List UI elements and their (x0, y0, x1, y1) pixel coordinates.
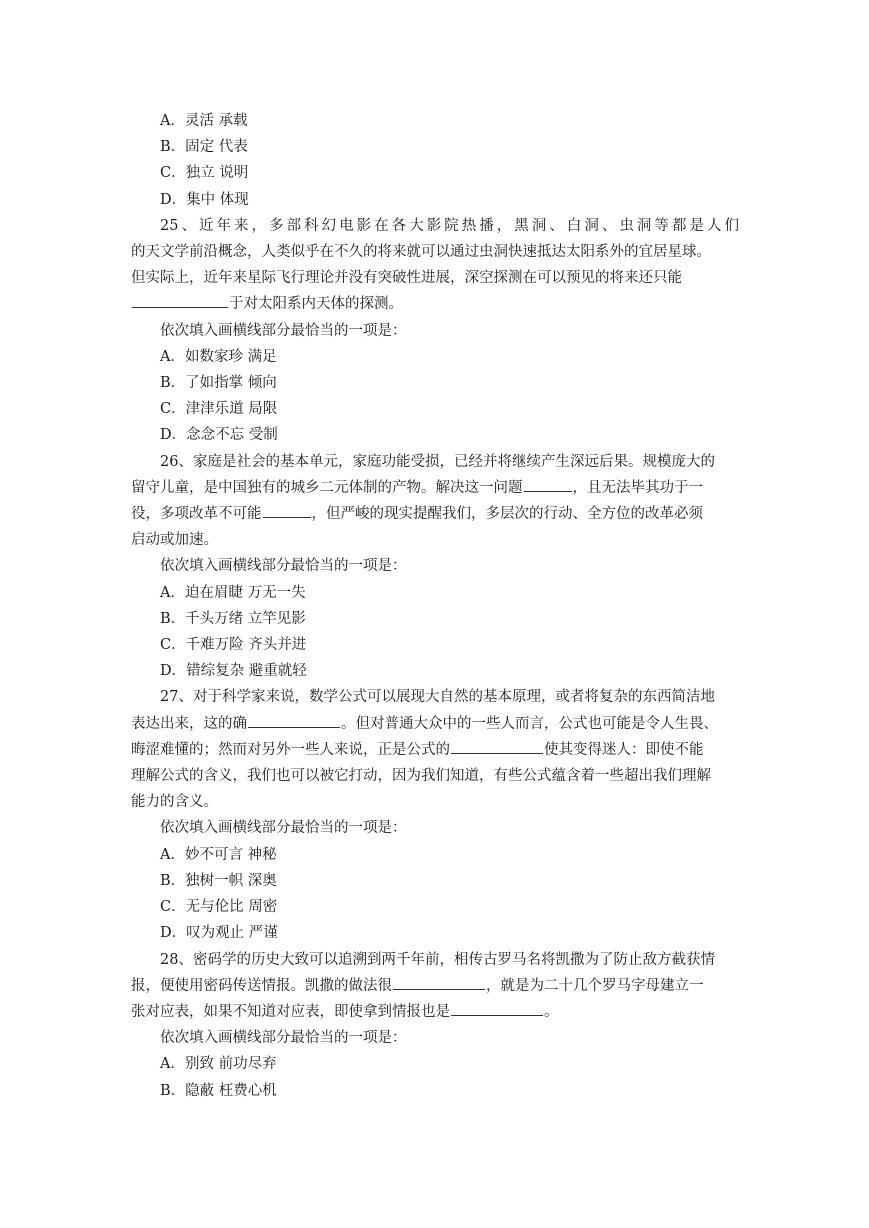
question-text-line: 启动或加速。 (131, 532, 218, 549)
question-text-line: 但实际上，近年来星际飞行理论并没有突破性进展，深空探测在可以预见的将来还只能 (131, 270, 682, 287)
option-b: B．固定 代表 (160, 139, 248, 156)
question-text-fragment: ，就是为二十几个罗马字母建立一 (486, 977, 704, 994)
question-text-fragment: 于对太阳系内天体的探测。 (229, 296, 403, 313)
option-c: C．独立 说明 (160, 165, 249, 182)
question-text-line: 27、对于科学家来说，数学公式可以展现大自然的基本原理，或者将复杂的东西简洁地 (160, 689, 715, 706)
question-prompt: 依次填入画横线部分最恰当的一项是： (160, 322, 407, 339)
exam-content (131, 108, 739, 1104)
option-c: C．千难万险 齐头并进 (160, 637, 307, 654)
option-a: A．妙不可言 神秘 (160, 846, 277, 863)
question-text-line (131, 999, 739, 1025)
question-text-fragment: 役，多项改革不可能 (131, 506, 262, 523)
question-26 (131, 449, 739, 685)
option-a: A．迫在眉睫 万无一失 (160, 584, 306, 601)
answer-blank (451, 1001, 543, 1016)
option-c: C．津津乐道 局限 (160, 401, 278, 418)
question-text-line: 26、家庭是社会的基本单元，家庭功能受损，已经并将继续产生深远后果。规模庞大的 (160, 453, 715, 470)
question-27 (131, 684, 739, 946)
question-text-line: 的天文学前沿概念，人类似乎在不久的将来就可以通过虫洞快速抵达太阳系外的宜居星球。 (131, 244, 711, 261)
question-text-line: 28、密码学的历史大致可以追溯到两千年前，相传古罗马名将凯撒为了防止敌方截获情 (160, 951, 715, 968)
question-text-line (131, 501, 739, 527)
question-text-line: 25、近年来，多部科幻电影在各大影院热播，黑洞、白洞、虫洞等都是人们 (160, 217, 739, 234)
question-prompt: 依次填入画横线部分最恰当的一项是： (160, 558, 407, 575)
option-a: A．如数家珍 满足 (160, 348, 277, 365)
answer-blank (132, 293, 228, 308)
answer-blank (263, 503, 311, 518)
option-a: A．别致 前功尽弃 (160, 1056, 277, 1073)
question-text-fragment: 报，便使用密码传送情报。凯撒的做法很 (131, 977, 392, 994)
question-text-fragment: 使其变得迷人：即使不能 (544, 741, 704, 758)
question-prompt: 依次填入画横线部分最恰当的一项是： (160, 820, 407, 837)
question-text-fragment: 晦涩难懂的；然而对另外一些人来说，正是公式的 (131, 741, 450, 758)
question-text-fragment: 表达出来，这的确 (131, 715, 247, 732)
option-b: B．独树一帜 深奥 (160, 872, 277, 889)
question-text-fragment: 。 (544, 1003, 559, 1020)
answer-blank (451, 739, 543, 754)
answer-blank (248, 713, 340, 728)
question-25 (131, 213, 739, 449)
option-d: D．集中 体现 (160, 191, 249, 208)
option-c: C．无与伦比 周密 (160, 899, 278, 916)
question-text-line: 能力的含义。 (131, 794, 218, 811)
option-b: B．了如指掌 倾向 (160, 375, 277, 392)
question-text-line (131, 711, 739, 737)
q24-options (131, 108, 739, 213)
question-text-line (131, 291, 739, 317)
question-text-fragment: ，且无法毕其功于一 (572, 479, 703, 496)
option-d: D．叹为观止 严谨 (160, 925, 278, 942)
question-text-line (131, 737, 739, 763)
option-b: B．隐蔽 枉费心机 (160, 1082, 277, 1099)
answer-blank (393, 975, 485, 990)
question-28 (131, 947, 739, 1104)
question-text-fragment: 。但对普通大众中的一些人而言，公式也可能是令人生畏、 (341, 715, 718, 732)
question-prompt: 依次填入画横线部分最恰当的一项是： (160, 1030, 407, 1047)
question-text-line (131, 475, 739, 501)
option-a: A．灵活 承载 (160, 113, 248, 129)
option-d: D．念念不忘 受制 (160, 427, 278, 444)
option-d: D．错综复杂 避重就轻 (160, 663, 307, 680)
option-b: B．千头万绪 立竿见影 (160, 610, 306, 627)
question-text-line: 理解公式的含义，我们也可以被它打动，因为我们知道，有些公式蕴含着一些超出我们理解 (131, 768, 711, 785)
question-text-fragment: 留守儿童，是中国独有的城乡二元体制的产物。解决这一问题 (131, 479, 523, 496)
question-text-fragment: ，但严峻的现实提醒我们，多层次的行动、全方位的改革必须 (311, 506, 703, 523)
question-text-line (131, 973, 739, 999)
question-text-fragment: 张对应表，如果不知道对应表，即使拿到情报也是 (131, 1003, 450, 1020)
answer-blank (524, 477, 572, 492)
